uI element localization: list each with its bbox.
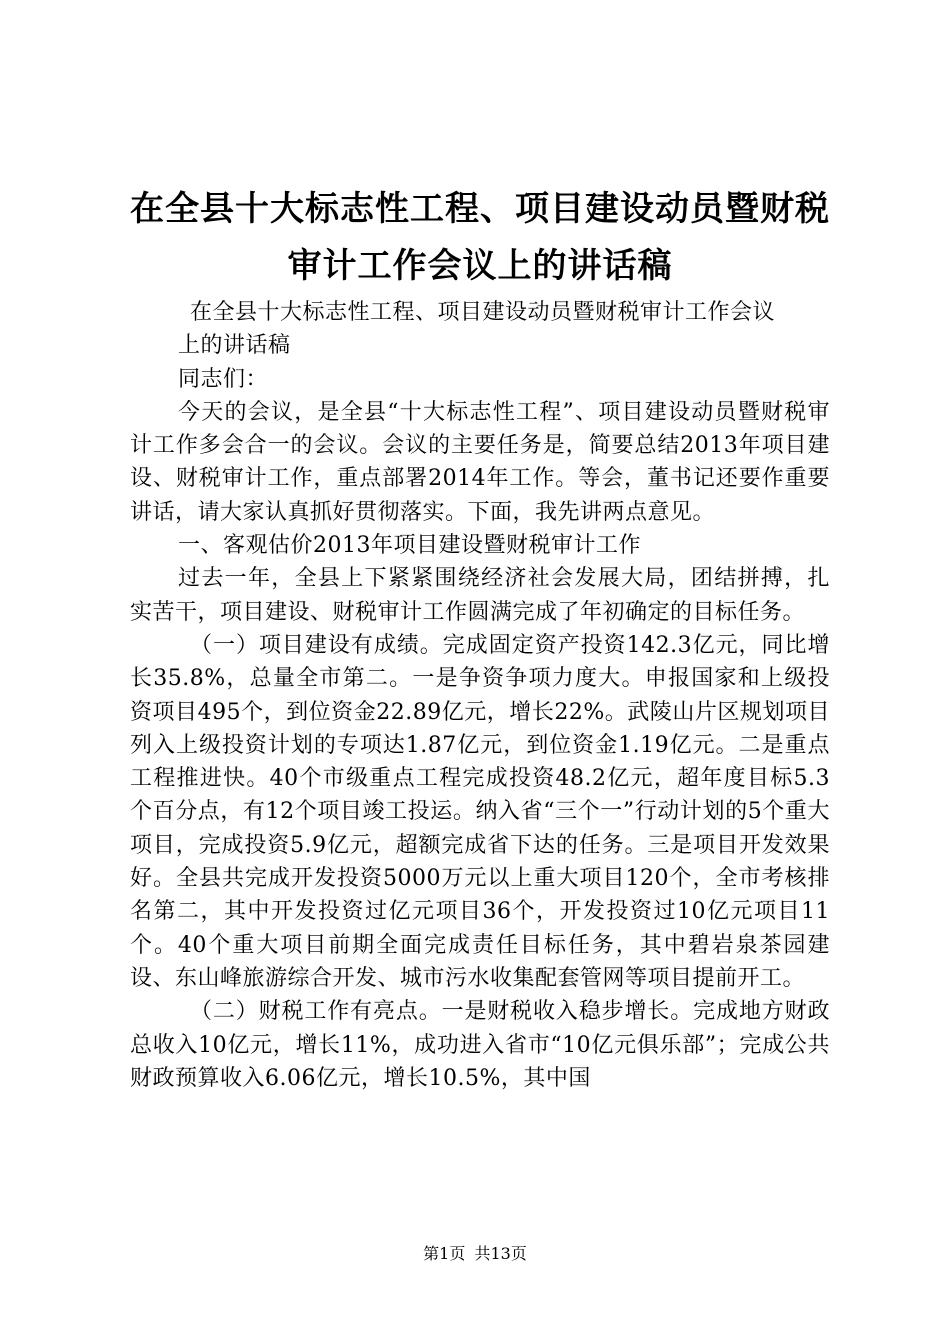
subsection-project-paragraph: （一）项目建设有成绩。完成固定资产投资142.3亿元，同比增长35.8%，总量全市第二。一是争资争项力度大。申报国家和上级投资项目495个，到位资金22.89亿元，增长22%。武陵山片区规划项目列入上级投资计划的专项达1.87亿元，到位资金1.19亿元。二是重点工程推进快。40个市级重点工程完成投资48.2亿元，超年度目标5.3个百分点，有12个项目竣工投运。纳入省“三个一”行动计划的5个重大项目，完成投资5.9亿元，超额完成省下达的任务。三是项目开发效果好。全县共完成开发投资5000万元以上重大项目120个，全市考核排名第二，其中开发投资过亿元项目36个，开发投资过10亿元项目11个。40个重大项目前期全面完成责任目标任务，其中碧岩泉茶园建设、东山峰旅游综合开发、城市污水收集配套管网等项目提前开工。 bbox=[130, 632, 830, 991]
document-title-line2: 审计工作会议上的讲话稿 bbox=[287, 246, 673, 286]
document-title-line1: 在全县十大标志性工程、项目建设动员暨财税 bbox=[130, 189, 830, 229]
document-body bbox=[130, 296, 830, 1095]
page-footer bbox=[0, 1243, 950, 1265]
summary-paragraph: 过去一年，全县上下紧紧围绕经济社会发展大局，团结拼搏，扎实苦干，项目建设、财税审计工作圆满完成了年初确定的目标任务。 bbox=[130, 566, 830, 625]
intro-paragraph: 今天的会议，是全县“十大标志性工程”、项目建设动员暨财税审计工作多会合一的会议。会议的主要任务是，简要总结2013年项目建设、财税审计工作，重点部署2014年工作。等会，董书记还要作重要讲话，请大家认真抓好贯彻落实。下面，我先讲两点意见。 bbox=[130, 399, 830, 525]
section-heading-1: 一、客观估价2013年项目建设暨财税审计工作 bbox=[178, 533, 641, 559]
subsection-finance-paragraph: （二）财税工作有亮点。一是财税收入稳步增长。完成地方财政总收入10亿元，增长11%，成功进入省市“10亿元俱乐部”；完成公共财政预算收入6.06亿元，增长10.5%，其中国 bbox=[130, 999, 830, 1091]
page-number: 第1页 bbox=[423, 1244, 466, 1263]
repeated-title-paragraph: 在全县十大标志性工程、项目建设动员暨财税审计工作会议 bbox=[190, 300, 776, 325]
repeated-title-continuation: 上的讲话稿 bbox=[178, 333, 291, 359]
page-total: 共13页 bbox=[474, 1244, 527, 1263]
salutation: 同志们： bbox=[178, 366, 269, 392]
